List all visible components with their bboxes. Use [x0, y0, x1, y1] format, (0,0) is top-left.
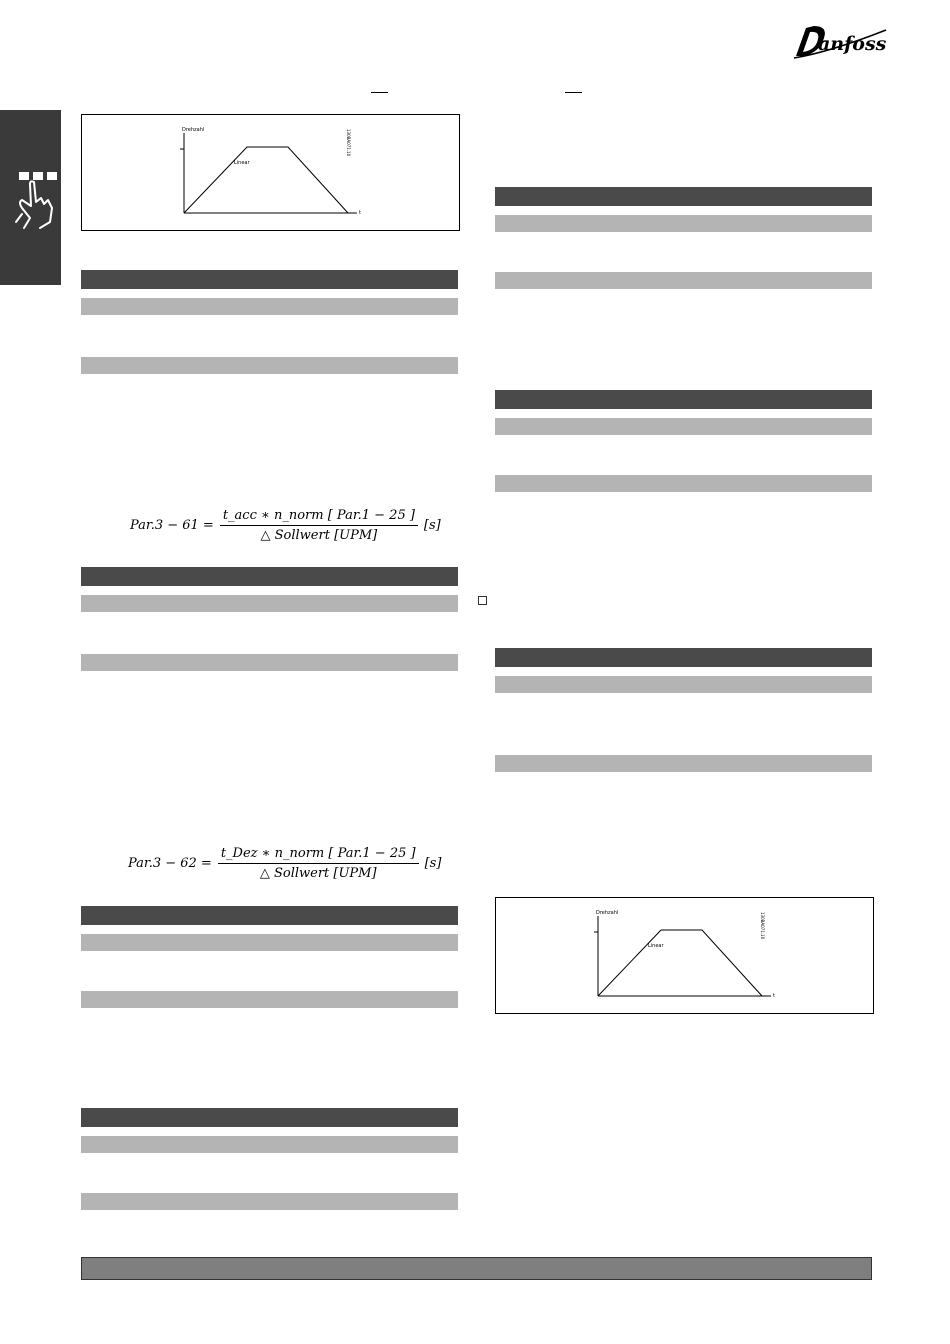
- param-header-bar: [81, 906, 458, 925]
- formula-decel-lhs: Par.3 − 62 =: [128, 856, 212, 871]
- param-function-bar: [495, 272, 872, 289]
- param-header-bar: [81, 270, 458, 289]
- option-checkbox[interactable]: [478, 596, 487, 605]
- param-option-bar: [495, 215, 872, 232]
- param-option-bar: [495, 418, 872, 435]
- formula-accel-unit: [s]: [423, 518, 441, 533]
- formula-decel-unit: [s]: [424, 856, 442, 871]
- formula-accel-lhs: Par.3 − 61 =: [130, 518, 214, 533]
- figure-ylabel: Drehzahl: [182, 127, 205, 133]
- param-function-bar: [495, 475, 872, 492]
- param-function-bar: [81, 1193, 458, 1210]
- formula-decel-numerator: t_Dez ∗ n_norm [ Par.1 − 25 ]: [218, 846, 419, 864]
- param-function-bar: [81, 357, 458, 374]
- param-option-bar: [81, 595, 458, 612]
- formula-decel: [128, 846, 441, 881]
- formula-accel-numerator: t_acc ∗ n_norm [ Par.1 − 25 ]: [220, 508, 418, 526]
- header-rule-1: [371, 92, 388, 93]
- param-function-bar: [81, 654, 458, 671]
- figure-curve-label: Linear: [234, 160, 250, 166]
- ramp-plot: [82, 115, 459, 230]
- formula-accel-denominator: △ Sollwert [UPM]: [260, 528, 378, 543]
- param-header-bar: [81, 1108, 458, 1127]
- ramp-plot: [496, 898, 873, 1013]
- param-option-bar: [495, 676, 872, 693]
- param-header-bar: [495, 648, 872, 667]
- ramp-figure-2: [495, 897, 874, 1014]
- param-header-bar: [495, 187, 872, 206]
- figure-xlabel: t: [773, 993, 775, 999]
- svg-text:anfoss: anfoss: [818, 33, 887, 55]
- header-rule-2: [565, 92, 582, 93]
- param-function-bar: [81, 991, 458, 1008]
- footer-bar: [81, 1257, 872, 1280]
- formula-decel-denominator: △ Sollwert [UPM]: [259, 866, 377, 881]
- figure-ylabel: Drehzahl: [596, 910, 619, 916]
- figure-code: 130BA071.10: [760, 912, 765, 940]
- param-option-bar: [81, 934, 458, 951]
- param-option-bar: [81, 1136, 458, 1153]
- ramp-figure-1: [81, 114, 460, 231]
- formula-accel: [130, 508, 441, 543]
- figure-curve-label: Linear: [648, 943, 664, 949]
- hand-pointer-icon: [0, 110, 61, 285]
- param-header-bar: [81, 567, 458, 586]
- formula-accel-fraction: [220, 508, 418, 543]
- param-function-bar: [495, 755, 872, 772]
- figure-xlabel: t: [359, 210, 361, 216]
- figure-code: 130BA071.10: [346, 129, 351, 157]
- danfoss-logo: [790, 22, 890, 60]
- param-header-bar: [495, 390, 872, 409]
- param-option-bar: [81, 298, 458, 315]
- formula-decel-fraction: [218, 846, 419, 881]
- chapter-tab: [0, 110, 61, 285]
